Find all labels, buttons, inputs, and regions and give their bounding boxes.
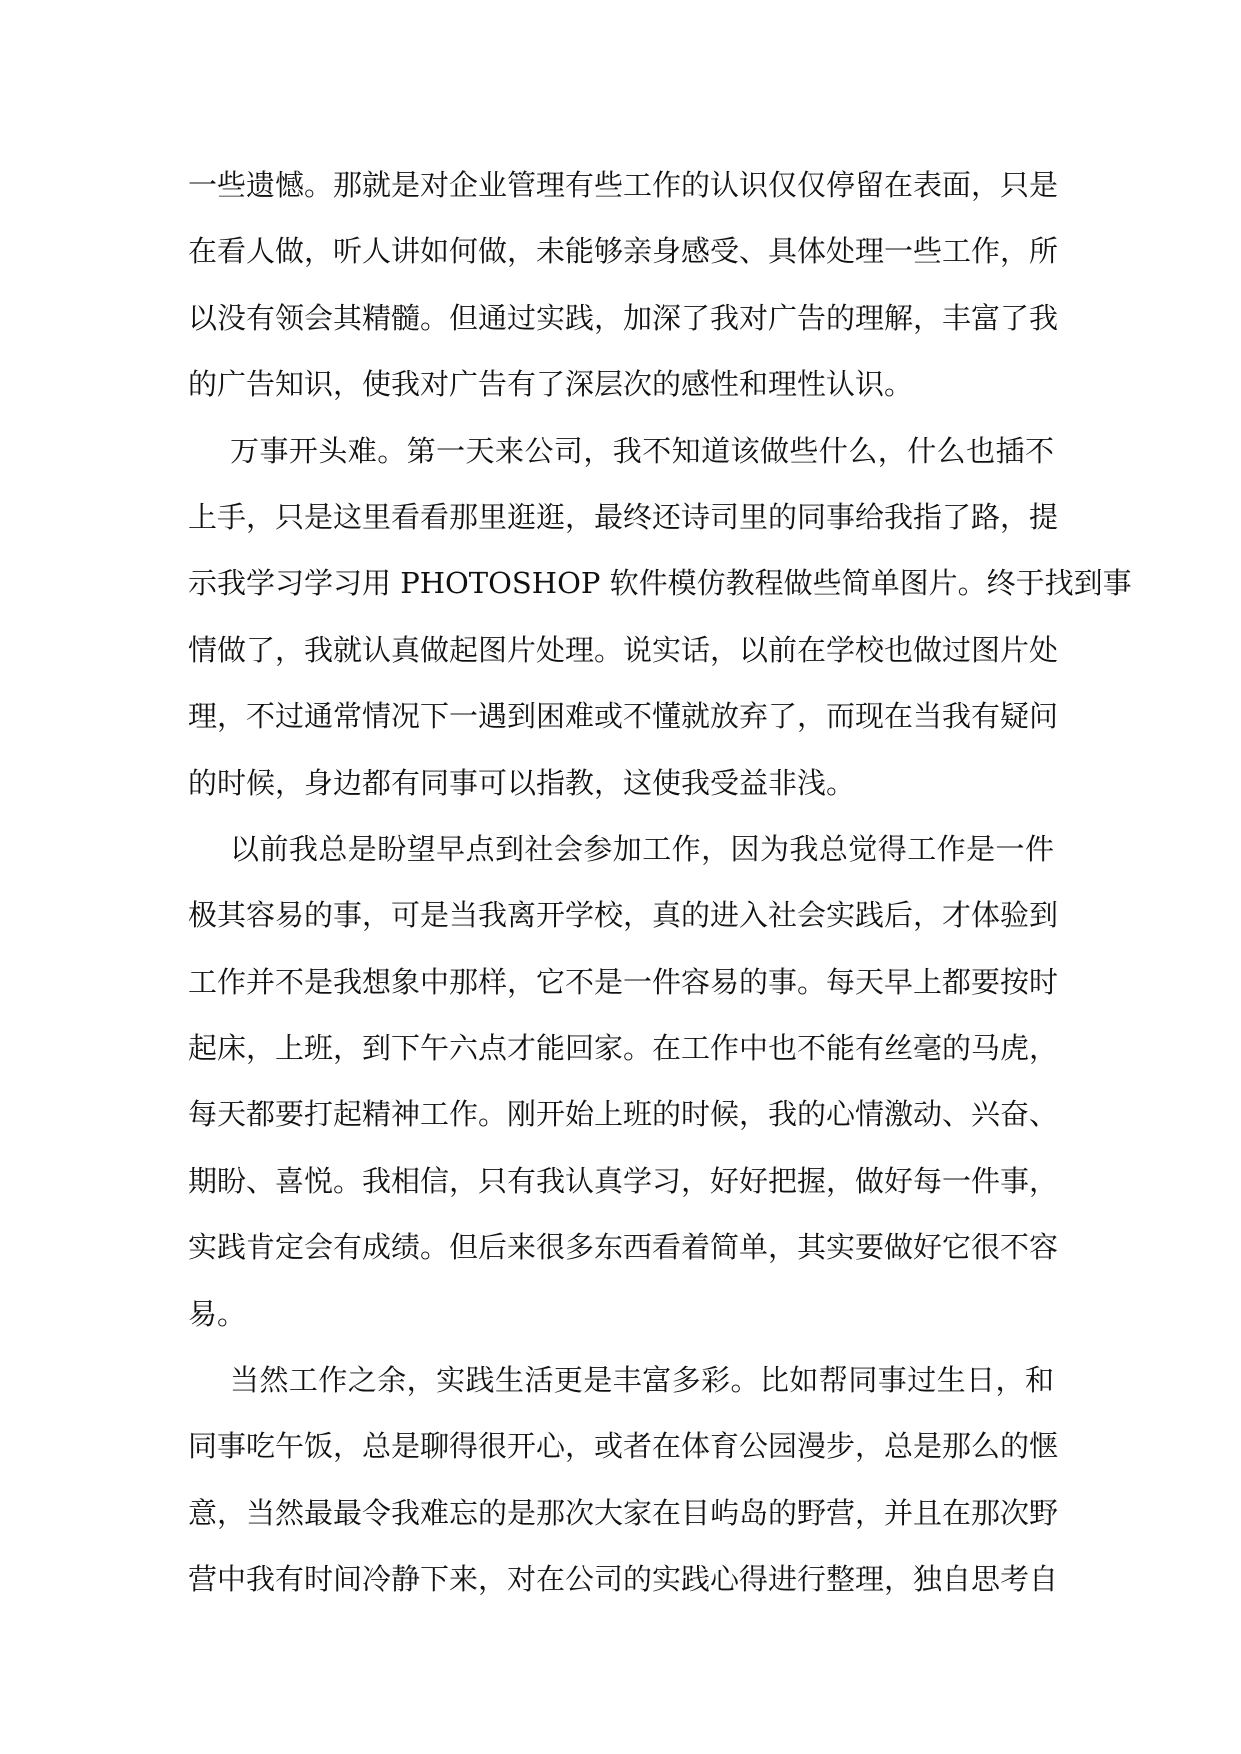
text-line: 理，不过通常情况下一遇到困难或不懂就放弃了，而现在当我有疑问 (188, 699, 1059, 734)
text-line: 的时候，身边都有同事可以指教，这使我受益非浅。 (188, 765, 856, 800)
text-line: 每天都要打起精神工作。刚开始上班的时候，我的心情激动、兴奋、 (188, 1097, 1059, 1132)
text-line: 一些遗憾。那就是对企业管理有些工作的认识仅仅停留在表面，只是 (188, 168, 1059, 202)
text-line: 同事吃午饭，总是聊得很开心，或者在体育公园漫步，总是那么的惬 (188, 1429, 1059, 1464)
text-line: 示我学习学习用 PHOTOSHOP 软件模仿教程做些简单图片。终于找到事 (188, 566, 1132, 601)
text-line: 在看人做，听人讲如何做，未能够亲身感受、具体处理一些工作，所 (188, 234, 1059, 269)
text-line: 工作并不是我想象中那样，它不是一件容易的事。每天早上都要按时 (188, 964, 1059, 999)
text-line: 期盼、喜悦。我相信，只有我认真学习，好好把握，做好每一件事， (188, 1163, 1059, 1198)
text-line: 的广告知识，使我对广告有了深层次的感性和理性认识。 (188, 367, 914, 402)
text-line: 极其容易的事，可是当我离开学校，真的进入社会实践后，才体验到 (188, 898, 1059, 933)
text-line: 情做了，我就认真做起图片处理。说实话，以前在学校也做过图片处 (188, 632, 1059, 667)
text-line: 当然工作之余，实践生活更是丰富多彩。比如帮同事过生日，和 (230, 1363, 1054, 1398)
text-line: 万事开头难。第一天来公司，我不知道该做些什么，什么也插不 (230, 433, 1054, 468)
text-line: 以前我总是盼望早点到社会参加工作，因为我总觉得工作是一件 (230, 831, 1054, 866)
body-text (188, 152, 1132, 1613)
text-line: 意，当然最最令我难忘的是那次大家在目屿岛的野营，并且在那次野 (188, 1495, 1059, 1530)
text-line: 营中我有时间冷静下来，对在公司的实践心得进行整理，独自思考自 (188, 1562, 1059, 1597)
text-line: 起床，上班，到下午六点才能回家。在工作中也不能有丝毫的马虎， (188, 1031, 1059, 1066)
text-line: 以没有领会其精髓。但通过实践，加深了我对广告的理解，丰富了我 (188, 300, 1059, 335)
text-line: 易。 (188, 1296, 247, 1331)
text-line: 上手，只是这里看看那里逛逛，最终还诗司里的同事给我指了路，提 (188, 499, 1059, 534)
text-line: 实践肯定会有成绩。但后来很多东西看着简单，其实要做好它很不容 (188, 1230, 1059, 1265)
